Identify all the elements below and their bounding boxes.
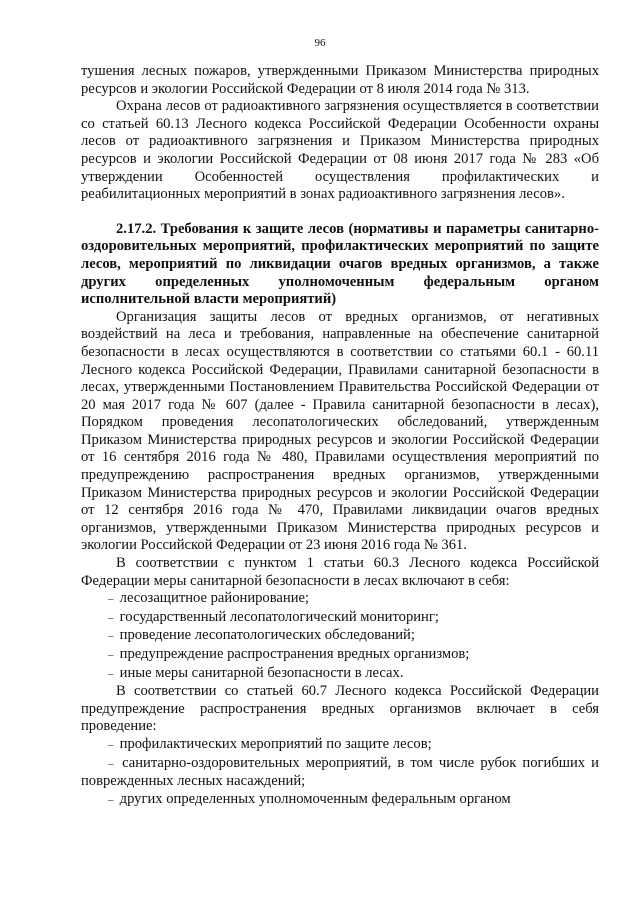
page-number: 96 [314, 37, 326, 49]
list-item [81, 665, 599, 684]
list-item-text: лесозащитное районирование; [119, 590, 310, 607]
document-body [81, 63, 599, 809]
bullet-dash-icon: – [108, 793, 114, 806]
prevention-measures-list [81, 736, 599, 809]
section-heading: 2.17.2. Требования к защите лесов (нормативы и параметры санитарно-оздоровительных мероприятий, профилактических мероприятий по защите лесов, мероприятий по ликвидации очагов вредных организмов, а также других определенных уполномоченным федеральным органом исполнительной власти мероприятий) [81, 220, 599, 308]
bullet-dash-icon: – [108, 649, 114, 661]
paragraph-forest-protection-organization: Организация защиты лесов от вредных организмов, от негативных воздействий на леса и требования, направленные на обеспечение санитарной безопасности в лесах осуществляются в соответствии со статьями 60.1 - 60.11 Лесного кодекса Российской Федерации, Правилами санитарной безопасности в лесах, утвержденными Постановлением Правительства Российской Федерации от 20 мая 2017 года № 607 (далее - Правила санитарной безопасности в лесах), Порядком проведения лесопатологических обследований, утвержденным Приказом Министерства природных ресурсов и экологии Российской Федерации от 16 сентября 2016 года № 480, Правилами осуществления мероприятий по предупреждению распространения вредных организмов, утвержденными Приказом Министерства природных ресурсов и экологии Российской Федерации от 12 сентября 2016 года № 470, Правилами ликвидации очагов вредных организмов, утвержденными Приказом Министерства природных ресурсов и экологии Российской Федерации от 23 июня 2016 года № 361. [81, 308, 599, 554]
bullet-dash-icon: – [108, 738, 114, 751]
list-item-text: проведение лесопатологических обследований; [119, 627, 415, 644]
paragraph-radioactive-protection: Охрана лесов от радиоактивного загрязнения осуществляется в соответствии со статьей 60.13 Лесного кодекса Российской Федерации Особенности охраны лесов от радиоактивного загрязнения и Приказом Министерства природных ресурсов и экологии Российской Федерации от 08 июня 2017 года № 283 «Об утверждении Особенностей осуществления профилактических и реабилитационных мероприятий в зонах радиоактивного загрязнения лесов». [81, 98, 599, 203]
list-item-text: профилактических мероприятий по защите лесов; [119, 735, 432, 752]
bullet-dash-icon: – [108, 611, 114, 624]
list-item [81, 609, 599, 628]
sanitary-measures-list [81, 590, 599, 683]
bullet-dash-icon: – [108, 667, 114, 680]
bullet-dash-icon: – [108, 630, 114, 643]
paragraph-fire-extinguishing: тушения лесных пожаров, утвержденными Приказом Министерства природных ресурсов и экологии Российской Федерации от 8 июля 2014 года № 313. [81, 63, 599, 97]
list-item [81, 646, 599, 665]
list-item-text: предупреждение распространения вредных организмов; [119, 646, 470, 662]
list-item [81, 755, 599, 791]
bullet-dash-icon: – [108, 757, 114, 770]
list-item [81, 590, 599, 609]
list-item-text: иные меры санитарной безопасности в лесах. [119, 664, 404, 681]
list-item-text: санитарно-оздоровительных мероприятий, в том числе рубок погибших и поврежденных лесных насаждений; [81, 754, 599, 790]
bullet-dash-icon: – [108, 593, 114, 606]
list-item-text: государственный лесопатологический мониторинг; [119, 608, 439, 625]
paragraph-prevention-intro: В соответствии со статьей 60.7 Лесного кодекса Российской Федерации предупреждение распространения вредных организмов включает в себя проведение: [81, 683, 599, 735]
list-item-text: других определенных уполномоченным федеральным органом [119, 790, 511, 807]
list-item [81, 736, 599, 755]
list-item [81, 627, 599, 646]
paragraph-sanitary-measures-intro: В соответствии с пунктом 1 статьи 60.3 Лесного кодекса Российской Федерации меры санитарной безопасности в лесах включают в себя: [81, 555, 599, 589]
list-item [81, 791, 599, 810]
